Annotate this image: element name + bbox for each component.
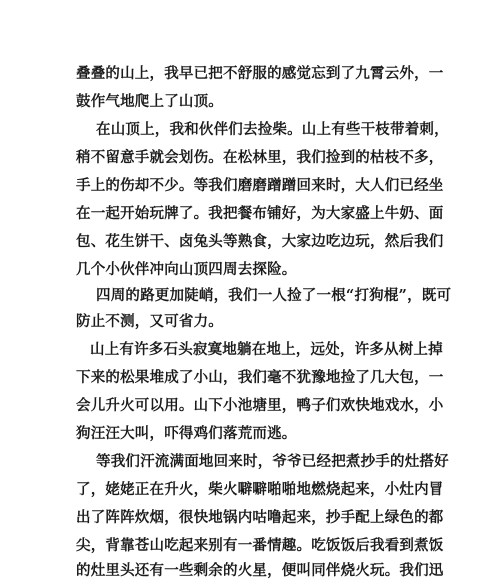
text-line: 在一起开始玩牌了。我把餐布铺好，为大家盛上牛奶、面 [76,205,444,222]
text-line: 包、花生饼干、卤兔头等熟食，大家边吃边玩，然后我们 [76,233,444,250]
paragraph-start-line: 四周的路更加陡峭，我们一人捡了一根“打狗棍”，既可 [96,287,452,304]
text-line: 下来的松果堆成了小山，我们毫不犹豫地捡了几大包，一 [76,369,444,386]
text-line: 几个小伙伴冲向山顶四周去探险。 [76,261,297,278]
text-line: 会儿升火可以用。山下小池塘里，鸭子们欢快地戏水，小 [76,397,444,414]
paragraph-start-line: 在山顶上，我和伙伴们去捡柴。山上有些干枝带着刺， [96,121,449,138]
paragraph-start-line: 等我们汗流满面地回来时，爷爷已经把煮抄手的灶搭好 [96,453,449,470]
text-line: 狗汪汪大叫，吓得鸡们落荒而逃。 [76,425,297,442]
text-line-partial: 的灶里头还有一些剩余的火星，便叫同伴烧火玩。我们迅 [76,562,444,579]
text-line: 了，姥姥正在升火，柴火噼噼啪啪地燃烧起来，小灶内冒 [76,481,444,498]
text-line: 尖，背靠苍山吃起来别有一番情趣。吃饭饭后我看到煮饭 [76,537,444,554]
text-line: 叠叠的山上，我早已把不舒服的感觉忘到了九霄云外，一 [76,65,444,82]
text-line: 手上的伤却不少。等我们磨磨蹭蹭回来时，大人们已经坐 [76,177,444,194]
paragraph-start-line: 山上有许多石头寂寞地躺在地上，远处，许多从树上掉 [90,341,443,358]
text-line: 稍不留意手就会划伤。在松林里，我们捡到的枯枝不多， [76,149,444,166]
text-line: 防止不测，又可省力。 [76,313,223,330]
text-line: 出了阵阵炊烟，很快地锅内咕噜起来，抄手配上绿色的都 [76,509,444,526]
text-line: 鼓作气地爬上了山顶。 [76,93,223,110]
